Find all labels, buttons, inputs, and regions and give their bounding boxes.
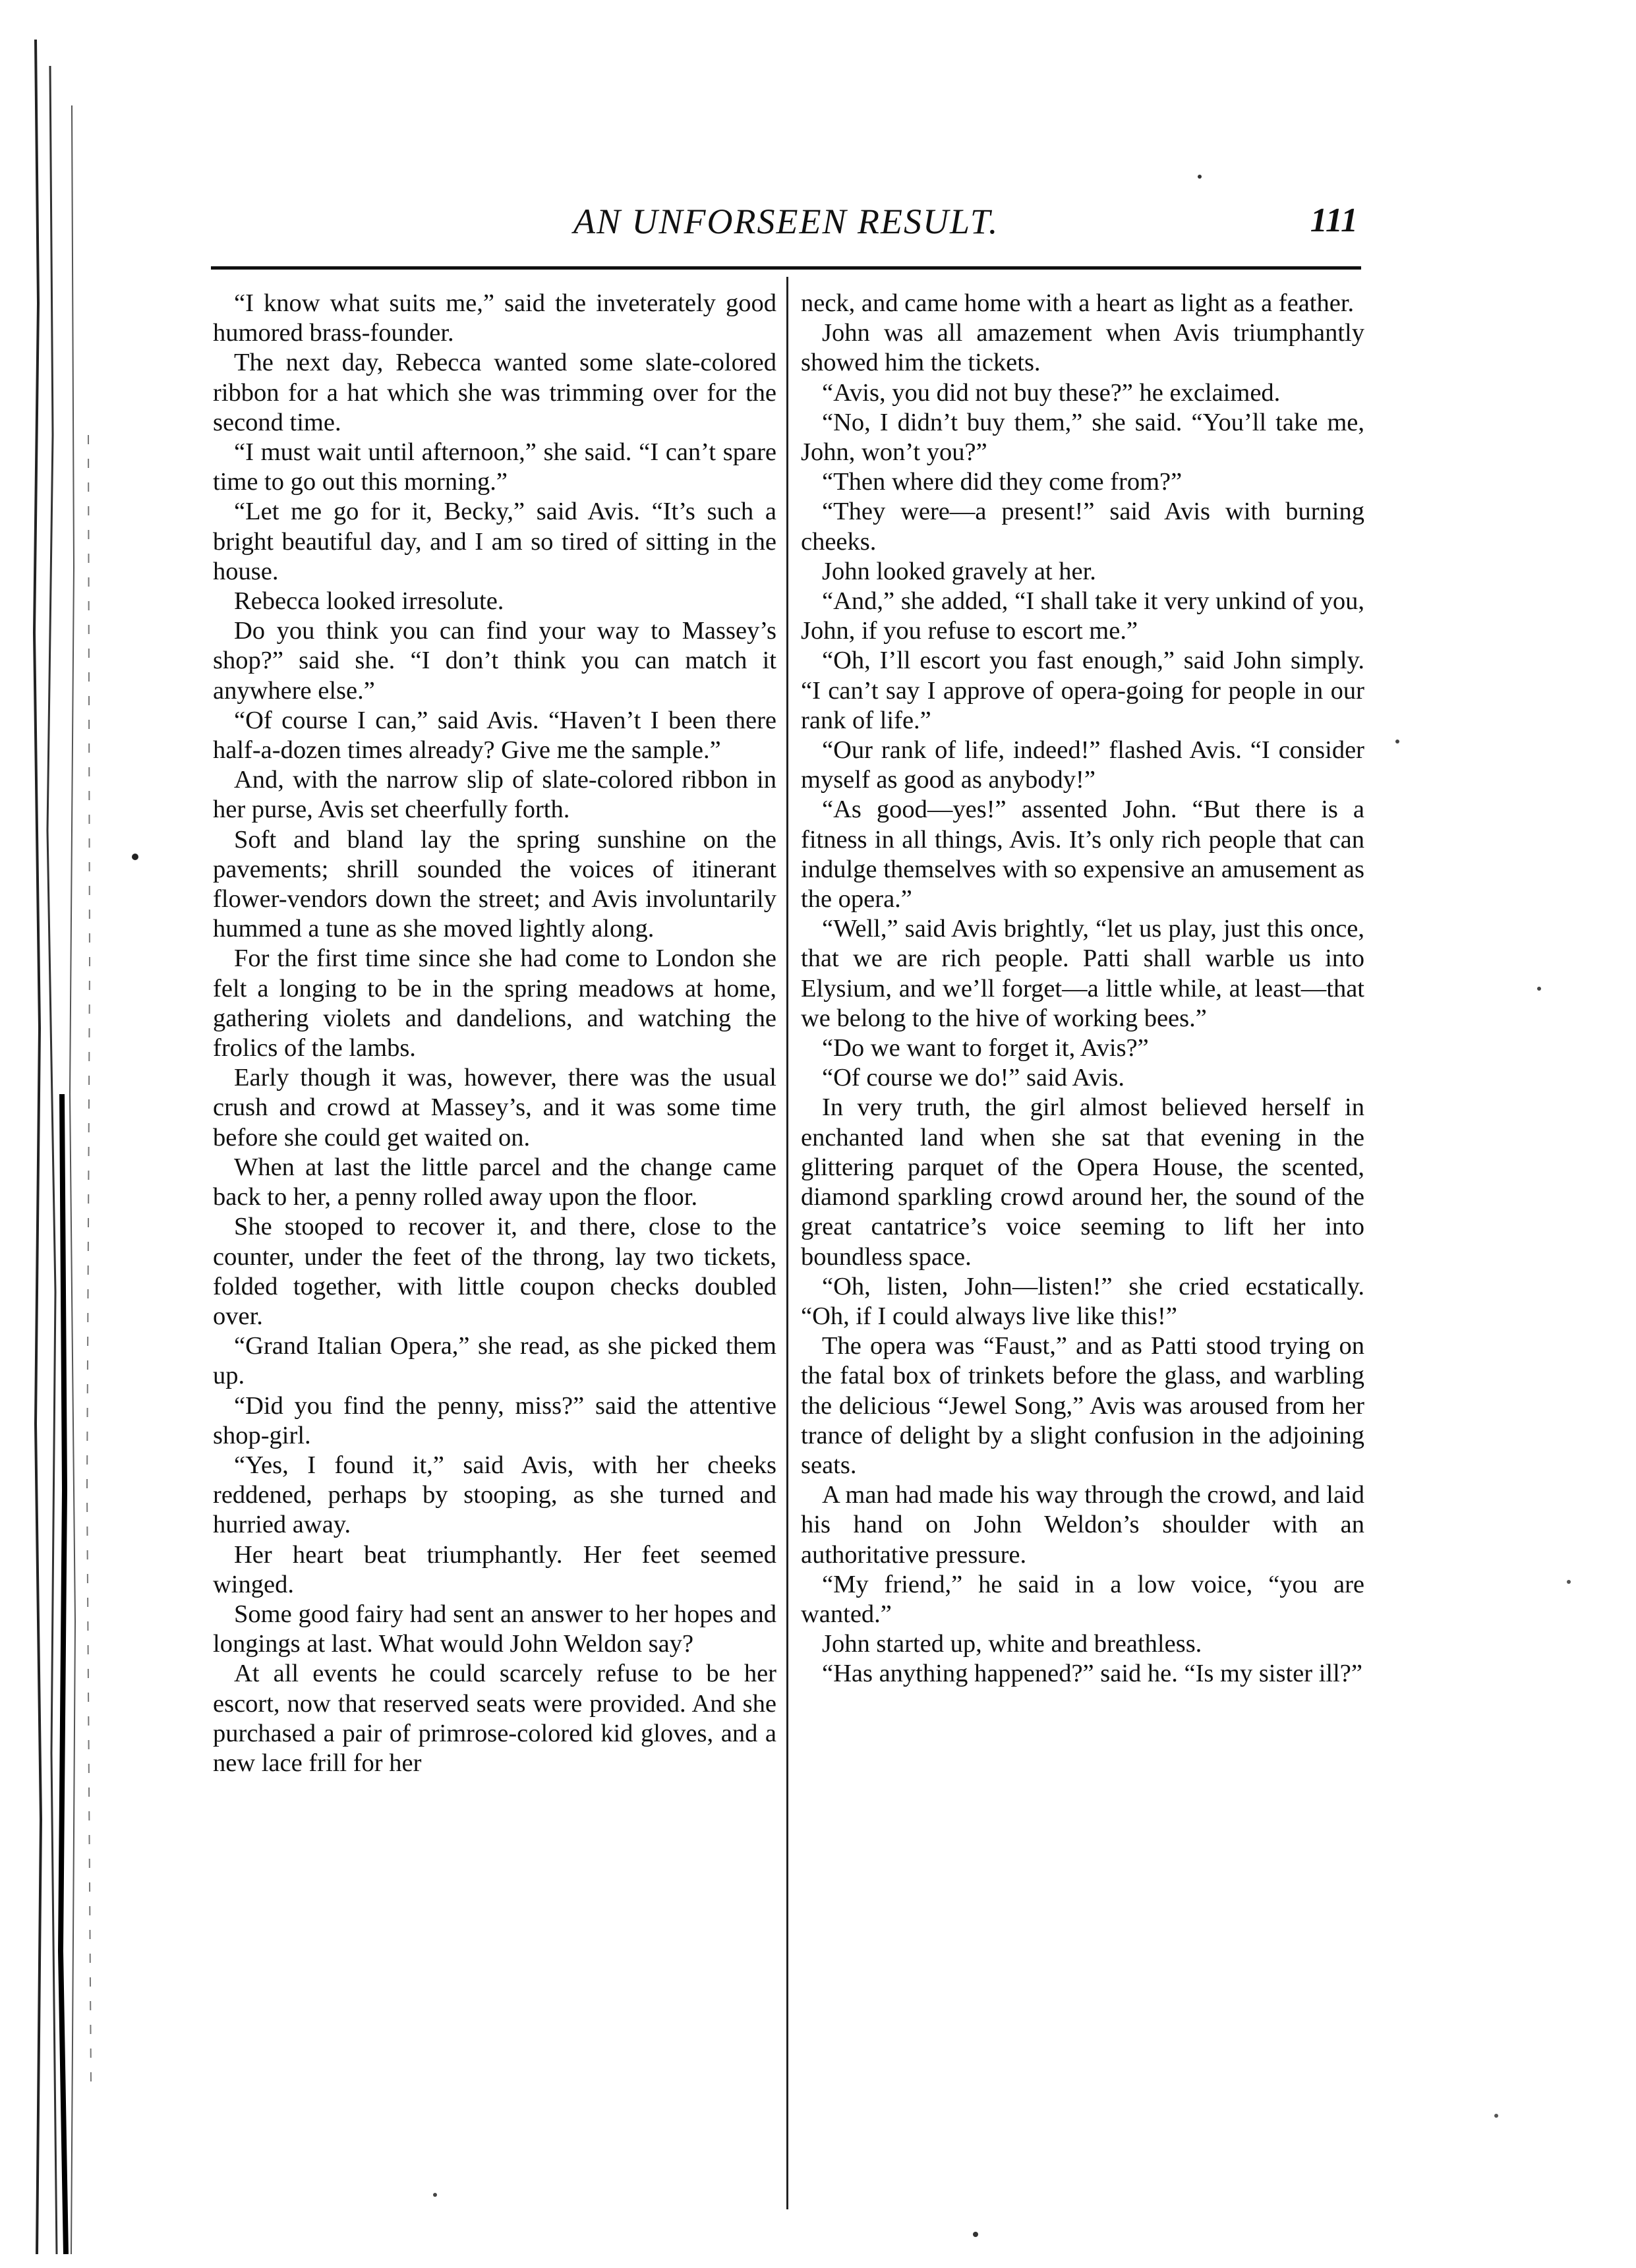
paragraph: “As good—yes!” assented John. “But there is a fitness in all things, Avis. It’s only rich people that can indulge themselves with so expensive an amusement as the opera.” xyxy=(801,796,1364,914)
page-number: 111 xyxy=(1310,202,1358,239)
paragraph: “Yes, I found it,” said Avis, with her cheeks reddened, perhaps by stooping, as she turned and hurried away. xyxy=(213,1451,776,1539)
paragraph: A man had made his way through the crowd, and laid his hand on John Weldon’s shoulder with an authoritative pressure. xyxy=(801,1481,1364,1569)
paragraph: John was all amazement when Avis triumphantly showed him the tickets. xyxy=(801,319,1364,377)
paragraph: For the first time since she had come to London she felt a longing to be in the spring meadows at home, gathering violets and dandelions, and watching the frolics of the lambs. xyxy=(213,945,776,1062)
right-column xyxy=(801,289,1364,1689)
paragraph: “Has anything happened?” said he. “Is my sister ill?” xyxy=(822,1660,1362,1688)
paragraph: “No, I didn’t buy them,” she said. “You’ll take me, John, won’t you?” xyxy=(801,408,1364,467)
paragraph: In very truth, the girl almost believed herself in enchanted land when she sat that evening in the glittering parquet of the Opera House, the scented, diamond sparkling crowd around her, the sound of the great cantatrice’s voice seeming to lift her into boundless space. xyxy=(801,1093,1364,1271)
paragraph: “Did you find the penny, miss?” said the attentive shop-girl. xyxy=(213,1391,776,1449)
paragraph: At all events he could scarcely refuse to be her escort, now that reserved seats were provided. And she purchased a pair of primrose-colored kid gloves, and a new lace frill for her xyxy=(213,1660,776,1777)
paragraph: “And,” she added, “I shall take it very unkind of you, John, if you refuse to escort me.” xyxy=(801,587,1364,645)
paragraph: The opera was “Faust,” and as Patti stood trying on the fatal box of trinkets before the glass, and warbling the delicious “Jewel Song,” Avis was aroused from her trance of delight by a slight confusion in the adjoining seats. xyxy=(801,1332,1364,1479)
paragraph: “Grand Italian Opera,” she read, as she picked them up. xyxy=(213,1332,776,1390)
paragraph: Rebecca looked irresolute. xyxy=(234,587,504,616)
paragraph: “Let me go for it, Becky,” said Avis. “It’s such a bright beautiful day, and I am so tired of sitting in the house. xyxy=(213,498,776,585)
paragraph: Her heart beat triumphantly. Her feet seemed winged. xyxy=(213,1540,776,1598)
paragraph: And, with the narrow slip of slate-colored ribbon in her purse, Avis set cheerfully forth. xyxy=(213,766,776,824)
paragraph: Do you think you can find your way to Massey’s shop?” said she. “I don’t think you can match it anywhere else.” xyxy=(213,617,776,705)
paragraph: Early though it was, however, there was the usual crush and crowd at Massey’s, and it was some time before she could get waited on. xyxy=(213,1064,776,1151)
paragraph: neck, and came home with a heart as light as a feather. xyxy=(801,289,1355,317)
paragraph: John looked gravely at her. xyxy=(822,557,1096,585)
paragraph: Soft and bland lay the spring sunshine on the pavements; shrill sounded the voices of itinerant flower-vendors down the street; and Avis involuntarily hummed a tune as she moved lightly along. xyxy=(213,825,776,943)
paragraph: Some good fairy had sent an answer to her hopes and longings at last. What would John Weldon say? xyxy=(213,1600,776,1658)
paragraph: “I must wait until afternoon,” she said. “I can’t spare time to go out this morning.” xyxy=(213,438,776,496)
column-rule xyxy=(786,277,788,2209)
paragraph: “Oh, listen, John—listen!” she cried ecstatically. “Oh, if I could always live like this!” xyxy=(801,1272,1364,1330)
paragraph: “Oh, I’ll escort you fast enough,” said John simply. “I can’t say I approve of opera-going for people in our rank of life.” xyxy=(801,647,1364,734)
paragraph: “Of course we do!” said Avis. xyxy=(822,1064,1125,1092)
running-title: AN UNFORSEEN RESULT. xyxy=(573,202,999,241)
paragraph: “Then where did they come from?” xyxy=(822,468,1183,496)
running-header xyxy=(218,201,1358,260)
paragraph: She stooped to recover it, and there, close to the counter, under the feet of the throng, lay two tickets, folded together, with little coupon checks doubled over. xyxy=(213,1213,776,1330)
header-rule xyxy=(211,266,1361,270)
paragraph: The next day, Rebecca wanted some slate-colored ribbon for a hat which she was trimming over for the second time. xyxy=(213,349,776,436)
paragraph: When at last the little parcel and the change came back to her, a penny rolled away upon the floor. xyxy=(213,1153,776,1211)
paragraph: “Do we want to forget it, Avis?” xyxy=(822,1034,1149,1062)
paragraph: “Of course I can,” said Avis. “Haven’t I been there half-a-dozen times already? Give me the sample.” xyxy=(213,706,776,765)
paragraph: “They were—a present!” said Avis with burning cheeks. xyxy=(801,498,1364,556)
paragraph: “Well,” said Avis brightly, “let us play, just this once, that we are rich people. Patti shall warble us into Elysium, and we’ll forget—a little while, at least—that we belong to the hive of working bees.” xyxy=(801,915,1364,1032)
paragraph: John started up, white and breathless. xyxy=(822,1630,1202,1658)
paragraph: “I know what suits me,” said the inveterately good humored brass-founder. xyxy=(213,289,776,347)
paragraph: “Our rank of life, indeed!” flashed Avis. “I consider myself as good as anybody!” xyxy=(801,736,1364,794)
book-binding-edge xyxy=(9,40,108,2254)
left-column xyxy=(213,289,776,1778)
paragraph: “Avis, you did not buy these?” he exclaimed. xyxy=(822,378,1281,407)
paragraph: “My friend,” he said in a low voice, “you are wanted.” xyxy=(801,1570,1364,1628)
